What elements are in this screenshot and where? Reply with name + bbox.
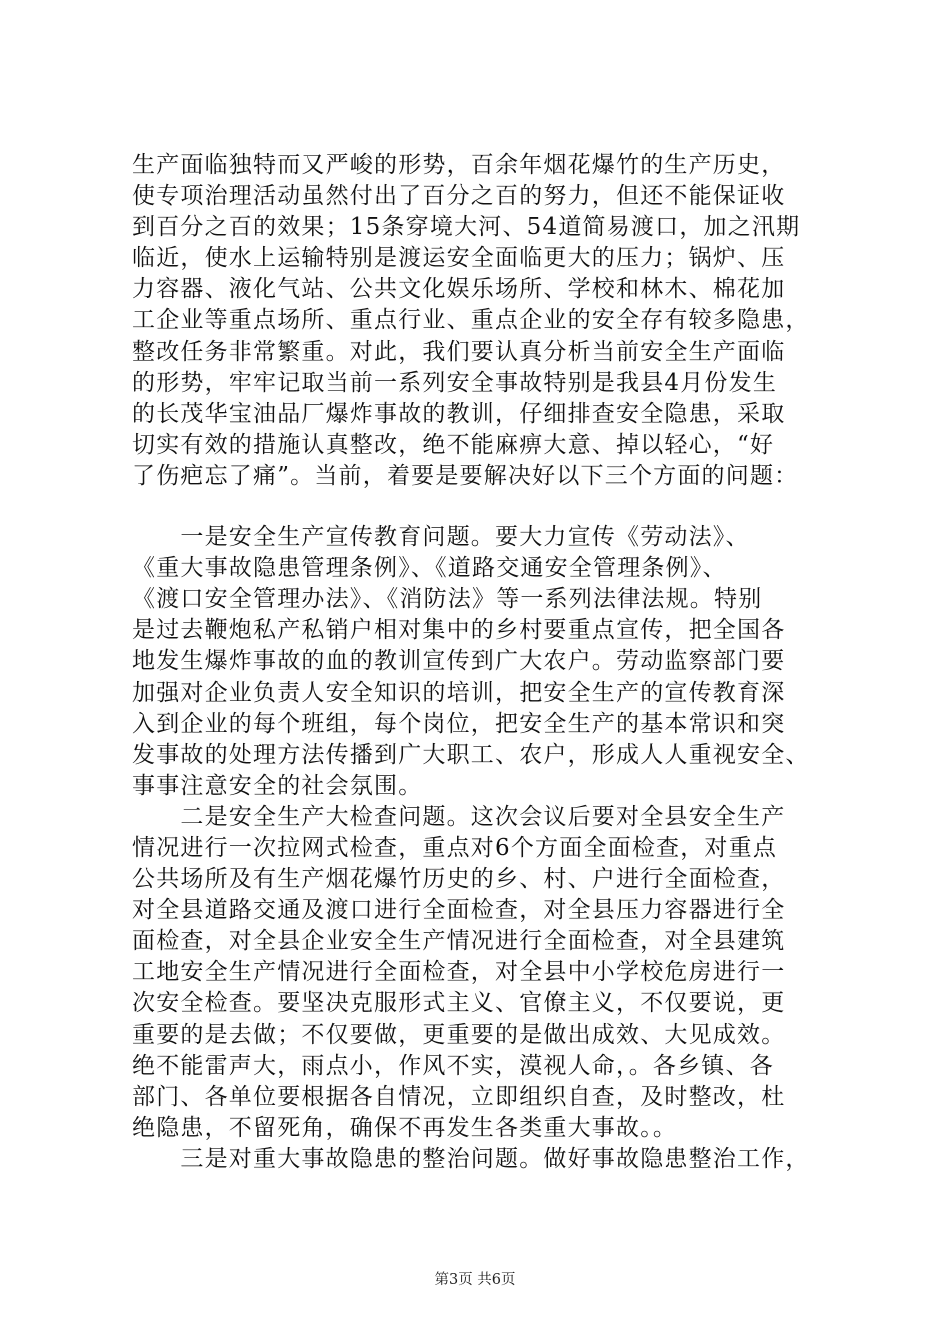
text-line: 二是安全生产大检查问题。这次会议后要对全县安全生产 — [132, 803, 786, 830]
text-line: 生产面临独特而又严峻的形势，百余年烟花爆竹的生产历史， — [132, 152, 786, 178]
text-line: 的形势，牢牢记取当前一系列安全事故特别是我县4月份发生 — [132, 369, 778, 396]
text-line: 切实有效的措施认真整改，绝不能麻痹大意、掉以轻心，“好 — [132, 431, 775, 458]
text-line: 的长茂华宝油品厂爆炸事故的教训，仔细排查安全隐患，采取 — [132, 400, 786, 427]
text-line: 临近，使水上运输特别是渡运安全面临更大的压力；锅炉、压 — [132, 245, 786, 272]
text-line: 工地安全生产情况进行全面检查，对全县中小学校危房进行一 — [132, 959, 786, 986]
text-line: 《重大事故隐患管理条例》、《道路交通安全管理条例》、 — [132, 555, 727, 582]
page-footer — [0, 1268, 950, 1289]
text-line: 部门、各单位要根据各自情况，立即组织自查，及时整改，杜 — [132, 1083, 786, 1110]
text-line: 力容器、液化气站、公共文化娱乐场所、学校和林木、棉花加 — [132, 276, 786, 303]
page-number-label: 第3页 共6页 — [434, 1272, 516, 1288]
text-line: 情况进行一次拉网式检查，重点对6个方面全面检查，对重点 — [132, 834, 778, 861]
text-line: 一是安全生产宣传教育问题。要大力宣传《劳动法》、 — [132, 524, 750, 551]
text-line: 三是对重大事故隐患的整治问题。做好事故隐患整治工作， — [132, 1145, 810, 1172]
text-line: 使专项治理活动虽然付出了百分之百的努力，但还不能保证收 — [132, 183, 786, 210]
text-line: 公共场所及有生产烟花爆竹历史的乡、村、户进行全面检查， — [132, 866, 786, 893]
document-body — [132, 150, 837, 1175]
text-line: 《渡口安全管理办法》、《消防法》等一系列法律法规。特别 — [132, 586, 763, 613]
text-line: 工企业等重点场所、重点行业、重点企业的安全存有较多隐患， — [132, 307, 810, 334]
text-line: 次安全检查。要坚决克服形式主义、官僚主义，不仅要说，更 — [132, 990, 786, 1017]
text-line: 绝隐患，不留死角，确保不再发生各类重大事故。。 — [132, 1114, 678, 1141]
text-line: 发事故的处理方法传播到广大职工、农户，形成人人重视安全、 — [132, 741, 810, 768]
text-line: 了伤疤忘了痛”。当前，着要是要解决好以下三个方面的问题： — [132, 462, 799, 489]
text-line: 面检查，对全县企业安全生产情况进行全面检查，对全县建筑 — [132, 928, 786, 955]
text-line: 地发生爆炸事故的血的教训宣传到广大农户。劳动监察部门要 — [132, 648, 786, 675]
text-line: 对全县道路交通及渡口进行全面检查，对全县压力容器进行全 — [132, 897, 786, 924]
paragraph-gap — [132, 492, 837, 522]
paragraph-1 — [132, 150, 837, 492]
paragraph-2 — [132, 522, 837, 802]
text-line: 整改任务非常繁重。对此，我们要认真分析当前安全生产面临 — [132, 338, 786, 365]
paragraph-3 — [132, 802, 837, 1144]
text-line: 加强对企业负责人安全知识的培训，把安全生产的宣传教育深 — [132, 679, 786, 706]
text-line: 到百分之百的效果；15条穿境大河、54道简易渡口，加之汛期 — [132, 214, 801, 241]
paragraph-4 — [132, 1144, 837, 1175]
text-line: 绝不能雷声大，雨点小，作风不实，漠视人命，。各乡镇、各 — [132, 1052, 774, 1079]
text-line: 事事注意安全的社会氛围。 — [132, 772, 423, 799]
text-line: 入到企业的每个班组，每个岗位，把安全生产的基本常识和突 — [132, 710, 786, 737]
text-line: 重要的是去做；不仅要做，更重要的是做出成效、大见成效。 — [132, 1021, 786, 1048]
text-line: 是过去鞭炮私产私销户相对集中的乡村要重点宣传，把全国各 — [132, 617, 786, 644]
